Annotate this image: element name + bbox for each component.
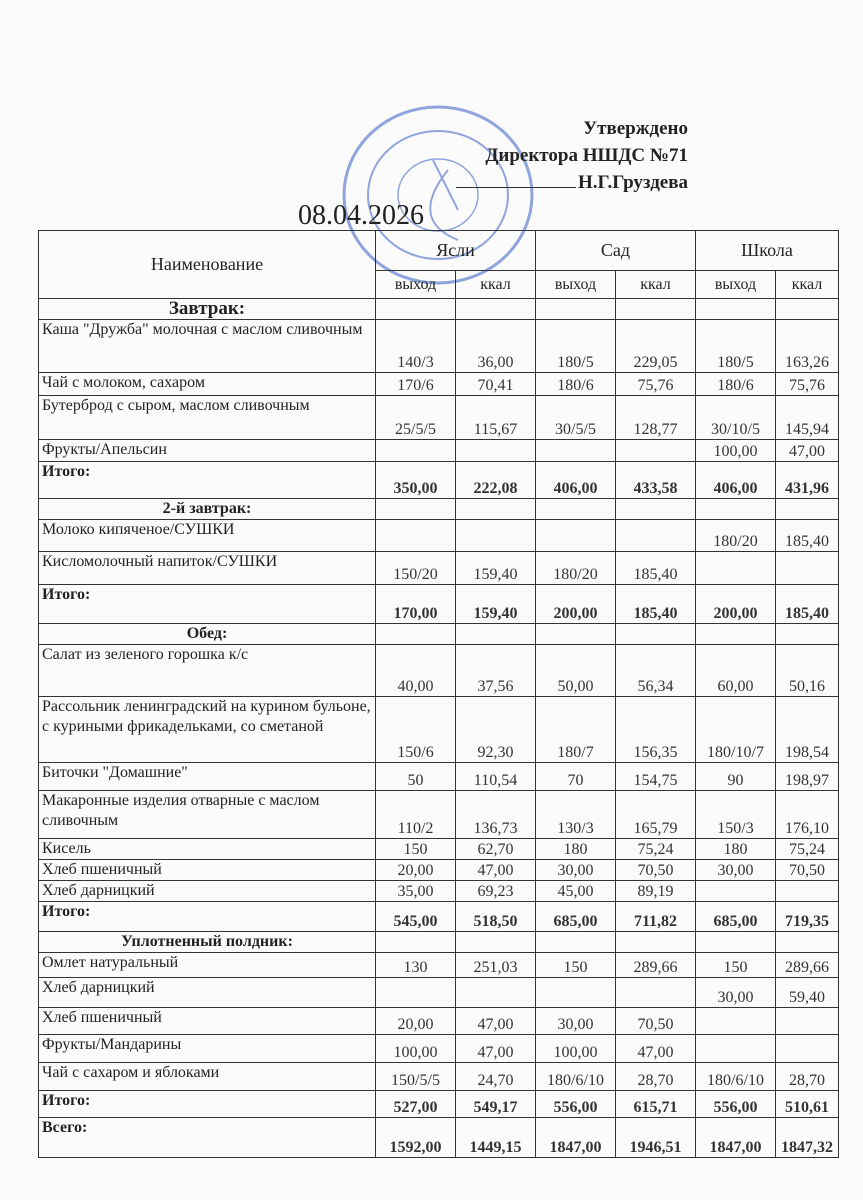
kcal-cell	[776, 1035, 839, 1063]
portion-cell: 350,00	[376, 462, 456, 499]
portion-cell	[696, 1035, 776, 1063]
table-row	[39, 440, 839, 462]
section-row	[39, 932, 839, 953]
table-row	[39, 953, 839, 978]
portion-cell: 30,00	[696, 978, 776, 1008]
portion-cell: 40,00	[376, 645, 456, 697]
portion-cell: 685,00	[696, 902, 776, 932]
kcal-cell: 1847,32	[776, 1118, 839, 1158]
portion-cell: 180/7	[536, 697, 616, 763]
portion-cell	[376, 624, 456, 645]
portion-cell	[536, 499, 616, 520]
kcal-cell: 431,96	[776, 462, 839, 499]
portion-cell: 150	[376, 839, 456, 860]
portion-cell: 100,00	[536, 1035, 616, 1063]
kcal-cell: 289,66	[616, 953, 696, 978]
kcal-cell: 70,41	[456, 373, 536, 396]
portion-cell	[376, 932, 456, 953]
portion-cell	[696, 881, 776, 902]
portion-cell: 180/20	[536, 552, 616, 585]
total-row	[39, 902, 839, 932]
portion-cell: 35,00	[376, 881, 456, 902]
portion-cell: 60,00	[696, 645, 776, 697]
kcal-cell: 47,00	[456, 1008, 536, 1035]
section-row	[39, 499, 839, 520]
portion-cell	[536, 440, 616, 462]
kcal-cell	[456, 299, 536, 320]
portion-cell: 20,00	[376, 860, 456, 881]
table-row	[39, 520, 839, 552]
dish-name: Хлеб пшеничный	[39, 1008, 376, 1035]
dish-name: Кисель	[39, 839, 376, 860]
approval-block	[456, 115, 688, 196]
kcal-cell: 92,30	[456, 697, 536, 763]
portion-cell: 180/10/7	[696, 697, 776, 763]
table-row	[39, 839, 839, 860]
kcal-cell: 37,56	[456, 645, 536, 697]
portion-cell: 180/6	[696, 373, 776, 396]
kcal-cell	[616, 932, 696, 953]
header-sub: ккал	[616, 271, 696, 299]
kcal-cell: 615,71	[616, 1091, 696, 1118]
kcal-cell: 163,26	[776, 320, 839, 373]
header-sub: выход	[536, 271, 616, 299]
dish-name: Бутерброд с сыром, маслом сливочным	[39, 396, 376, 440]
total-row	[39, 462, 839, 499]
portion-cell: 20,00	[376, 1008, 456, 1035]
kcal-cell: 115,67	[456, 396, 536, 440]
portion-cell: 130	[376, 953, 456, 978]
portion-cell: 30,00	[536, 1008, 616, 1035]
dish-name: Фрукты/Апельсин	[39, 440, 376, 462]
portion-cell	[376, 440, 456, 462]
header-sub: ккал	[776, 271, 839, 299]
kcal-cell: 69,23	[456, 881, 536, 902]
table-row	[39, 697, 839, 763]
kcal-cell	[616, 520, 696, 552]
dish-name: Салат из зеленого горошка к/с	[39, 645, 376, 697]
portion-cell: 150	[536, 953, 616, 978]
portion-cell	[696, 499, 776, 520]
dish-name: Биточки "Домашние"	[39, 763, 376, 791]
kcal-cell: 719,35	[776, 902, 839, 932]
kcal-cell	[776, 299, 839, 320]
header-sub: выход	[376, 271, 456, 299]
portion-cell: 180/5	[696, 320, 776, 373]
kcal-cell: 159,40	[456, 552, 536, 585]
portion-cell: 180/6/10	[696, 1063, 776, 1091]
table-row	[39, 791, 839, 839]
kcal-cell: 70,50	[776, 860, 839, 881]
table-row	[39, 645, 839, 697]
kcal-cell: 50,16	[776, 645, 839, 697]
total-row	[39, 1118, 839, 1158]
kcal-cell: 251,03	[456, 953, 536, 978]
kcal-cell: 176,10	[776, 791, 839, 839]
kcal-cell: 185,40	[616, 585, 696, 624]
portion-cell: 30,00	[536, 860, 616, 881]
kcal-cell: 185,40	[776, 520, 839, 552]
kcal-cell: 28,70	[616, 1063, 696, 1091]
kcal-cell: 110,54	[456, 763, 536, 791]
kcal-cell: 75,24	[776, 839, 839, 860]
portion-cell: 180/6/10	[536, 1063, 616, 1091]
portion-cell: 200,00	[536, 585, 616, 624]
kcal-cell: 62,70	[456, 839, 536, 860]
dish-name: Фрукты/Мандарины	[39, 1035, 376, 1063]
kcal-cell: 159,40	[456, 585, 536, 624]
portion-cell: 180/20	[696, 520, 776, 552]
kcal-cell	[456, 624, 536, 645]
kcal-cell	[456, 520, 536, 552]
kcal-cell: 156,35	[616, 697, 696, 763]
table-row	[39, 396, 839, 440]
total-row	[39, 585, 839, 624]
kcal-cell	[616, 978, 696, 1008]
dish-name: Макаронные изделия отварные с маслом сливочным	[39, 791, 376, 839]
approver-name: Н.Г.Груздева	[577, 172, 688, 193]
kcal-cell: 75,76	[776, 373, 839, 396]
kcal-cell: 89,19	[616, 881, 696, 902]
dish-name: Кисломолочный напиток/СУШКИ	[39, 552, 376, 585]
portion-cell: 170/6	[376, 373, 456, 396]
portion-cell: 685,00	[536, 902, 616, 932]
portion-cell: 527,00	[376, 1091, 456, 1118]
kcal-cell: 28,70	[776, 1063, 839, 1091]
table-row	[39, 373, 839, 396]
kcal-cell: 56,34	[616, 645, 696, 697]
portion-cell	[696, 299, 776, 320]
portion-cell: 1592,00	[376, 1118, 456, 1158]
kcal-cell: 549,17	[456, 1091, 536, 1118]
portion-cell	[376, 499, 456, 520]
portion-cell: 150/6	[376, 697, 456, 763]
portion-cell	[536, 624, 616, 645]
portion-cell: 25/5/5	[376, 396, 456, 440]
portion-cell: 150/5/5	[376, 1063, 456, 1091]
kcal-cell: 289,66	[776, 953, 839, 978]
kcal-cell: 222,08	[456, 462, 536, 499]
dish-name: Хлеб дарницкий	[39, 978, 376, 1008]
kcal-cell	[616, 299, 696, 320]
portion-cell: 70	[536, 763, 616, 791]
kcal-cell	[776, 932, 839, 953]
kcal-cell: 229,05	[616, 320, 696, 373]
portion-cell: 180	[536, 839, 616, 860]
portion-cell: 406,00	[536, 462, 616, 499]
approval-position: Директора НШДС №71	[485, 145, 688, 166]
kcal-cell: 128,77	[616, 396, 696, 440]
dish-name: Всего:	[39, 1118, 376, 1158]
portion-cell: 180/6	[536, 373, 616, 396]
dish-name: Хлеб дарницкий	[39, 881, 376, 902]
table-row	[39, 1035, 839, 1063]
portion-cell	[696, 624, 776, 645]
kcal-cell: 433,58	[616, 462, 696, 499]
total-row	[39, 1091, 839, 1118]
portion-cell	[376, 299, 456, 320]
portion-cell: 130/3	[536, 791, 616, 839]
portion-cell: 110/2	[376, 791, 456, 839]
portion-cell: 200,00	[696, 585, 776, 624]
kcal-cell: 510,61	[776, 1091, 839, 1118]
table-row	[39, 1063, 839, 1091]
kcal-cell	[776, 881, 839, 902]
kcal-cell: 24,70	[456, 1063, 536, 1091]
kcal-cell: 1946,51	[616, 1118, 696, 1158]
kcal-cell: 47,00	[616, 1035, 696, 1063]
portion-cell	[376, 978, 456, 1008]
portion-cell: 50,00	[536, 645, 616, 697]
portion-cell: 150/3	[696, 791, 776, 839]
section-row	[39, 624, 839, 645]
dish-name: Итого:	[39, 902, 376, 932]
kcal-cell	[776, 499, 839, 520]
portion-cell: 1847,00	[696, 1118, 776, 1158]
portion-cell: 45,00	[536, 881, 616, 902]
portion-cell: 180/5	[536, 320, 616, 373]
section-row	[39, 299, 839, 320]
kcal-cell	[616, 440, 696, 462]
kcal-cell	[456, 499, 536, 520]
kcal-cell: 47,00	[776, 440, 839, 462]
kcal-cell: 145,94	[776, 396, 839, 440]
kcal-cell: 136,73	[456, 791, 536, 839]
dish-name: Рассольник ленинградский на курином бульоне, с куриными фрикадельками, со сметаной	[39, 697, 376, 763]
kcal-cell: 36,00	[456, 320, 536, 373]
dish-name: Каша "Дружба" молочная с маслом сливочным	[39, 320, 376, 373]
table-row	[39, 763, 839, 791]
dish-name: Итого:	[39, 585, 376, 624]
kcal-cell: 185,40	[776, 585, 839, 624]
portion-cell	[536, 932, 616, 953]
table-row	[39, 881, 839, 902]
portion-cell: 1847,00	[536, 1118, 616, 1158]
kcal-cell: 154,75	[616, 763, 696, 791]
signature-line	[456, 169, 576, 188]
portion-cell: 30/5/5	[536, 396, 616, 440]
header-sub: выход	[696, 271, 776, 299]
portion-cell	[696, 552, 776, 585]
kcal-cell: 59,40	[776, 978, 839, 1008]
kcal-cell: 185,40	[616, 552, 696, 585]
kcal-cell: 70,50	[616, 860, 696, 881]
portion-cell: 556,00	[696, 1091, 776, 1118]
approval-title: Утверждено	[583, 118, 688, 139]
table-row	[39, 1008, 839, 1035]
portion-cell: 50	[376, 763, 456, 791]
portion-cell: 30,00	[696, 860, 776, 881]
kcal-cell: 711,82	[616, 902, 696, 932]
kcal-cell	[776, 624, 839, 645]
portion-cell: 150	[696, 953, 776, 978]
kcal-cell	[456, 932, 536, 953]
portion-cell	[696, 1008, 776, 1035]
dish-name: Обед:	[39, 624, 376, 645]
portion-cell	[536, 299, 616, 320]
portion-cell: 180	[696, 839, 776, 860]
kcal-cell: 47,00	[456, 860, 536, 881]
kcal-cell: 75,76	[616, 373, 696, 396]
portion-cell: 100,00	[696, 440, 776, 462]
kcal-cell	[456, 440, 536, 462]
portion-cell: 556,00	[536, 1091, 616, 1118]
kcal-cell: 518,50	[456, 902, 536, 932]
dish-name: Омлет натуральный	[39, 953, 376, 978]
kcal-cell: 198,54	[776, 697, 839, 763]
kcal-cell: 198,97	[776, 763, 839, 791]
dish-name: 2-й завтрак:	[39, 499, 376, 520]
portion-cell: 100,00	[376, 1035, 456, 1063]
kcal-cell	[776, 1008, 839, 1035]
dish-name: Итого:	[39, 462, 376, 499]
portion-cell: 170,00	[376, 585, 456, 624]
header-sub: ккал	[456, 271, 536, 299]
header-group-yasli: Ясли	[376, 231, 536, 271]
dish-name: Чай с молоком, сахаром	[39, 373, 376, 396]
menu-date: 08.04.2026	[298, 200, 424, 231]
portion-cell: 545,00	[376, 902, 456, 932]
kcal-cell: 165,79	[616, 791, 696, 839]
portion-cell: 30/10/5	[696, 396, 776, 440]
table-row	[39, 860, 839, 881]
kcal-cell	[616, 499, 696, 520]
kcal-cell	[616, 624, 696, 645]
dish-name: Чай с сахаром и яблоками	[39, 1063, 376, 1091]
kcal-cell: 70,50	[616, 1008, 696, 1035]
kcal-cell: 47,00	[456, 1035, 536, 1063]
header-group-shkola: Школа	[696, 231, 839, 271]
kcal-cell: 1449,15	[456, 1118, 536, 1158]
kcal-cell: 75,24	[616, 839, 696, 860]
menu-table	[38, 230, 839, 1158]
portion-cell	[376, 520, 456, 552]
dish-name: Уплотненный полдник:	[39, 932, 376, 953]
portion-cell	[696, 932, 776, 953]
dish-name: Завтрак:	[39, 299, 376, 320]
portion-cell: 150/20	[376, 552, 456, 585]
portion-cell: 140/3	[376, 320, 456, 373]
header-group-sad: Сад	[536, 231, 696, 271]
table-row	[39, 978, 839, 1008]
kcal-cell	[456, 978, 536, 1008]
portion-cell	[536, 978, 616, 1008]
dish-name: Итого:	[39, 1091, 376, 1118]
portion-cell: 90	[696, 763, 776, 791]
table-row	[39, 552, 839, 585]
dish-name: Хлеб пшеничный	[39, 860, 376, 881]
portion-cell	[536, 520, 616, 552]
dish-name: Молоко кипяченое/СУШКИ	[39, 520, 376, 552]
table-row	[39, 320, 839, 373]
header-name: Наименование	[39, 231, 376, 299]
kcal-cell	[776, 552, 839, 585]
portion-cell: 406,00	[696, 462, 776, 499]
